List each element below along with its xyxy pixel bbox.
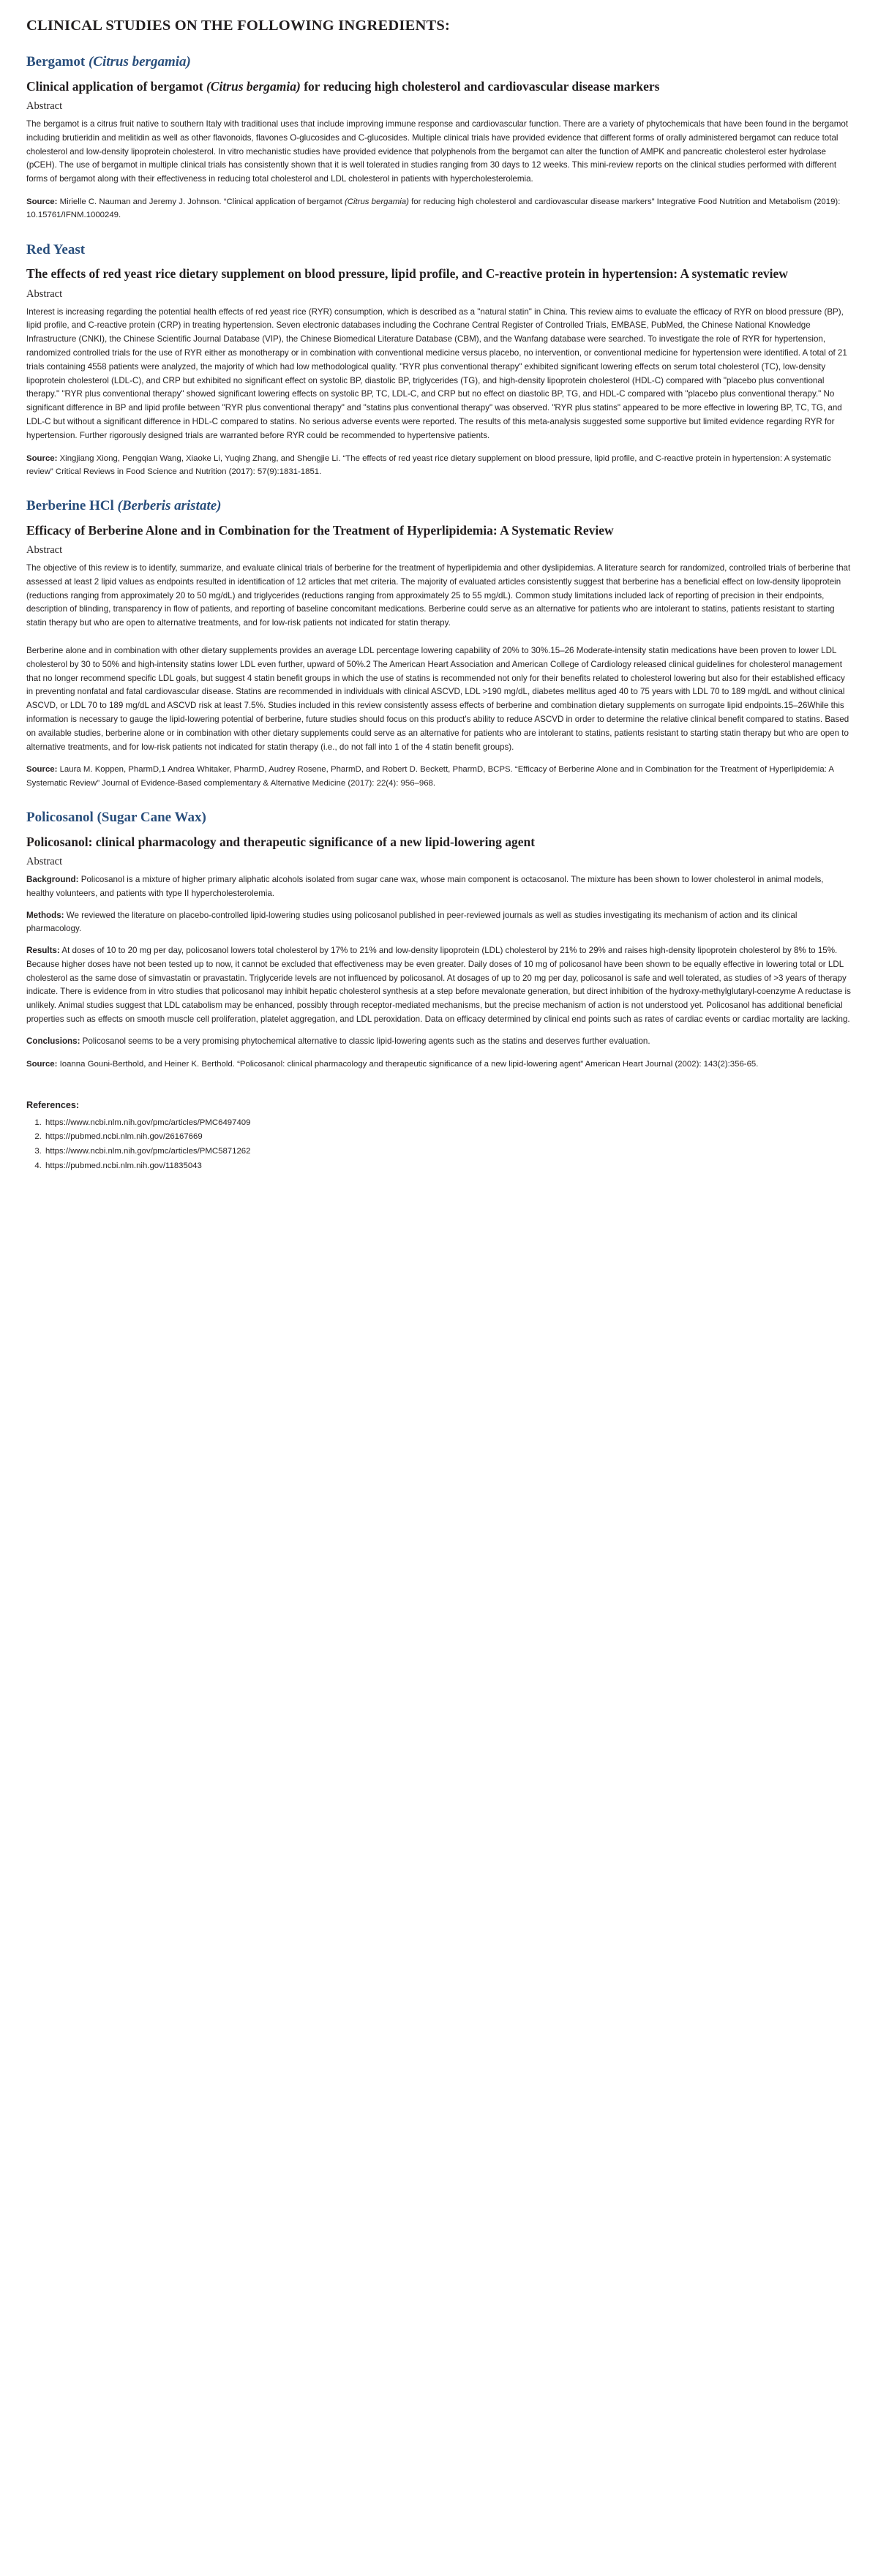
abstract-paragraph: Interest is increasing regarding the potential health effects of red yeast rice (RYR) consumption, which is described as a "natural statin" in China. This review aims to evaluate the efficacy of RYR on blood pressure (BP), lipid profile, and C-reactive protein (CRP) in treating hypertension. Seven electronic databases including the Cochrane Central Register of Controlled Trials, EMBASE, PubMed, the Chinese National Knowledge Infrastructure (CNKI), the Chinese Scientific Journal Database (VIP), the Chinese Biomedical Literature Database (CBM), and the Wanfang database were searched. To investigate the role of RYR for hypertension, randomized controlled trials for the use of RYR either as monotherapy or in combination with conventional medicine versus placebo, no intervention, or conventional medicine for hypertension were identified. A total of 21 trials containing 4558 patients were analyzed, the majority of which had low methodological quality. "RYR plus conventional therapy" exhibited significant lowering effects on serum total cholesterol (TC), low-density lipoprotein cholesterol (LDL-C), and CRP but exhibited no significant effect on systolic BP, diastolic BP, triglycerides (TG), and high-density lipoprotein cholesterol (HDL-C) compared with "placebo plus conventional therapy." "RYR plus conventional therapy" showed significant lowering effects on systolic BP, TC, LDL-C, and CRP but no effect on diastolic BP, TG, and HDL-C compared with "placebo plus conventional therapy." No significant difference in BP and lipid profile between "RYR plus conventional therapy" and "statins plus conventional therapy" was observed. "RYR plus statins" appeared to be more effective in lowering BP, TC, TG, and LDL-C but without a significant difference in HDL-C compared to statins. No serious adverse events were reported. The results of this meta-analysis suggested some supportive but limited evidence regarding RYR for hypertension. Further rigorously designed trials are warranted before RYR could be recommended to hypertensive patients. bbox=[26, 306, 847, 440]
source-pre: Laura M. Koppen, PharmD,1 Andrea Whitaker, PharmD, Audrey Rosene, PharmD, and Robert D. Beckett, PharmD, BCPS. “Efficacy of Berberine Alone and in Combination for the Treatment of Hyperlipidemia: A Systematic Review” Journal of Evidence-Based complementary & Alternative Medicine (2017): 22(4): 956–968. bbox=[26, 765, 834, 788]
reference-link[interactable]: https://www.ncbi.nlm.nih.gov/pmc/articles/PMC6497409 bbox=[45, 1118, 251, 1127]
abstract-paragraph: Berberine alone and in combination with other dietary supplements provides an average LDL percentage lowering capability of 20% to 30%.15–26 Moderate-intensity statin medications have been proven to lower LDL cholesterol by 30 to 50% and high-intensity statins lower LDL even further, upward of 50%.2 The American Heart Association and American College of Cardiology released clinical guidelines for cholesterol management that no longer recommend specific LDL goals, but suggest 4 statin benefit groups in which the use of statins is recommended not only for their benefits related to cholesterol lowering but also for their established efficacy in preventing nonfatal and fatal cardiovascular disease. Statins are recommended in individuals with clinical ASCVD, LDL >190 mg/dL, diabetes mellitus aged 40 to 75 years with LDL 70 to 189 mg/dL and without clinical ASCVD, or LDL 70 to 189 mg/dL and ASCVD risk at least 7.5%. Studies included in this review consistently assess effects of berberine and combination dietary supplements on surrogate lipid endpoints.15–26While this information is necessary to gauge the lipid-lowering potential of berberine, future studies should focus on this product's ability to reduce ASCVD in order to determine the relative clinical benefit compared to statins. Based on available studies, berberine alone or in combination with other dietary supplements could serve as an alternative for patients who are intolerant to statins, patients resistant to starting statin therapy but who are open to alternative treatments, and for low-risk patients not indicated for statin therapy (i.e., do not fall into 1 of the 4 statin benefit groups). bbox=[26, 646, 849, 752]
ingredient-name-text: Red Yeast bbox=[26, 241, 86, 257]
paragraph-text: Policosanol seems to be a very promising phytochemical alternative to classic lipid-lowering agents such as the statins and deserves further evaluation. bbox=[82, 1036, 650, 1046]
paragraph-text: At doses of 10 to 20 mg per day, policosanol lowers total cholesterol by 17% to 21% and low-density lipoprotein (LDL) cholesterol by 21% to 29% and raises high-density lipoprotein cholesterol by 8% to 15%. Because higher doses have not been tested up to now, it cannot be excluded that effectiveness may be even greater. Daily doses of 10 mg of policosanol have been shown to be equally effective in lowering total or LDL cholesterol as the same dose of simvastatin or pravastatin. Triglyceride levels are not influenced by policosanol. At dosages of up to 20 mg per day, policosanol is safe and well tolerated, as studies of >3 years of therapy indicate. There is evidence from in vitro studies that policosanol may inhibit hepatic cholesterol synthesis at a step before mevalonate generation, but direct inhibition of the hydroxy-methylglutaryl-coenzyme A reductase is unlikely. Animal studies suggest that LDL catabolism may be enhanced, possibly through receptor-mediated mechanisms, but the precise mechanism of action is not understood yet. Policosanol has additional beneficial properties such as effects on smooth muscle cell proliferation, platelet aggregation, and LDL peroxidation. Data on efficacy determined by clinical end points such as rates of cardiac events or cardiac mortality are lacking. bbox=[26, 946, 851, 1024]
ingredient-heading-red-yeast bbox=[26, 241, 852, 259]
paragraph-text: We reviewed the literature on placebo-controlled lipid-lowering studies using policosanol published in peer-reviewed journals as well as studies investigating its mechanism of action and its clinical pharmacology. bbox=[26, 910, 798, 934]
list-item[interactable] bbox=[44, 1145, 852, 1159]
paragraph-spacer bbox=[26, 639, 852, 644]
study-title-bergamot bbox=[26, 78, 852, 94]
study-title-post: for reducing high cholesterol and cardiovascular disease markers bbox=[300, 78, 660, 94]
ingredient-name-text: Berberine HCl bbox=[26, 498, 118, 513]
abstract-paragraph-conclusions bbox=[26, 1035, 852, 1049]
abstract-label: Abstract bbox=[26, 100, 63, 113]
source-pre: Xingjiang Xiong, Pengqian Wang, Xiaoke Li, Yuqing Zhang, and Shengjie Li. “The effects of red yeast rice dietary supplement on blood pressure, lipid profile, and C-reactive protein in hypertension: A systematic review” Critical Reviews in Food Science and Nutrition (2017): 57(9):1831-1851. bbox=[26, 453, 831, 476]
list-item[interactable] bbox=[44, 1159, 852, 1174]
abstract-label: Abstract bbox=[26, 855, 63, 867]
source-label: Source: bbox=[26, 1059, 58, 1069]
source-line-policosanol bbox=[26, 1058, 852, 1071]
abstract-paragraph-methods bbox=[26, 909, 852, 937]
study-title-pre: Clinical application of bergamot bbox=[26, 78, 206, 94]
paragraph-label-methods: Methods: bbox=[26, 910, 64, 920]
document-page bbox=[0, 0, 878, 1202]
source-label: Source: bbox=[26, 453, 58, 463]
study-title-red-yeast: The effects of red yeast rice dietary supplement on blood pressure, lipid profile, and C-reactive protein in hypertension: A systematic review bbox=[26, 266, 788, 282]
reference-link[interactable]: https://pubmed.ncbi.nlm.nih.gov/11835043 bbox=[45, 1161, 202, 1170]
ingredient-name-latin: (Citrus bergamia) bbox=[88, 54, 191, 69]
source-line-berberine bbox=[26, 763, 852, 790]
ingredient-name-text: Policosanol (Sugar Cane Wax) bbox=[26, 809, 206, 825]
section-bergamot bbox=[26, 53, 852, 222]
source-line-bergamot bbox=[26, 195, 852, 222]
ingredient-heading-bergamot bbox=[26, 53, 852, 71]
source-line-red-yeast bbox=[26, 452, 852, 479]
source-latin: (Citrus bergamia) bbox=[344, 197, 409, 207]
abstract-label: Abstract bbox=[26, 544, 63, 557]
paragraph-label-conclusions: Conclusions: bbox=[26, 1036, 80, 1046]
source-post: for reducing high cholesterol and cardiovascular disease markers” Integrative Food Nutrition and Metabolism (2019): 10.15761/IFNM.1000249. bbox=[26, 197, 841, 220]
ingredient-name-latin: (Berberis aristate) bbox=[117, 498, 222, 513]
references-list bbox=[26, 1116, 852, 1173]
source-label: Source: bbox=[26, 765, 58, 775]
ingredient-name-text: Bergamot bbox=[26, 54, 89, 69]
abstract-label: Abstract bbox=[26, 287, 63, 300]
section-berberine bbox=[26, 497, 852, 790]
reference-link[interactable]: https://www.ncbi.nlm.nih.gov/pmc/articles/PMC5871262 bbox=[45, 1147, 251, 1156]
reference-link[interactable]: https://pubmed.ncbi.nlm.nih.gov/26167669 bbox=[45, 1132, 203, 1142]
source-label: Source: bbox=[26, 197, 58, 207]
section-red-yeast bbox=[26, 241, 852, 478]
paragraph-label-results: Results: bbox=[26, 946, 60, 956]
list-item[interactable] bbox=[44, 1116, 852, 1131]
abstract-paragraph-background bbox=[26, 873, 852, 901]
paragraph-text: Policosanol is a mixture of higher primary aliphatic alcohols isolated from sugar cane wax, whose main component is octacosanol. The mixture has been shown to lower cholesterol in animal models, healthy volunteers, and patients with type II hypercholesterolemia. bbox=[26, 874, 824, 898]
ingredient-heading-berberine bbox=[26, 497, 852, 515]
page-title: CLINICAL STUDIES ON THE FOLLOWING INGREDIENTS: bbox=[26, 18, 450, 34]
study-title-latin: (Citrus bergamia) bbox=[206, 78, 301, 94]
abstract-paragraph-results bbox=[26, 944, 852, 1027]
abstract-paragraph: The bergamot is a citrus fruit native to southern Italy with traditional uses that include improving immune response and cardiovascular function. There are a variety of phytochemicals that have been found in the bergamot including brutieridin and melitidin as well as other flavonoids, flavones O-glucosides and C-glucosides. Multiple clinical trials have provided evidence that different forms of orally administered bergamot can reduce total cholesterol and low-density lipoprotein cholesterol. In vitro mechanistic studies have provided evidence that polyphenols from the bergamot can alter the function of AMPK and pancreatic cholesterol ester hydrolase (pCEH). The use of bergamot in multiple clinical trials has consistently shown that it is well tolerated in studies ranging from 30 days to 12 weeks. This mini-review reports on the clinical studies performed with different forms of bergamot along with their effectiveness in reducing total cholesterol and LDL cholesterol in patients with hypercholesterolemia. bbox=[26, 119, 849, 184]
study-title-berberine: Efficacy of Berberine Alone and in Combination for the Treatment of Hyperlipidemia: A Systematic Review bbox=[26, 522, 614, 538]
source-pre: Mirielle C. Nauman and Jeremy J. Johnson. “Clinical application of bergamot bbox=[57, 197, 345, 207]
abstract-paragraph: The objective of this review is to identify, summarize, and evaluate clinical trials of berberine for the treatment of hyperlipidemia and other dyslipidemias. A literature search for randomized, controlled trials of berberine that assessed at least 2 lipid values as endpoints resulted in identification of 12 articles that met criteria. The majority of evaluated articles consistently suggest that berberine has a beneficial effect on low-density lipoprotein (reductions ranging from approximately 20 to 50 mg/dL) and triglycerides (reductions ranging from approximately 25 to 55 mg/dL). Common study limitations included lack of reporting of precision in their endpoints, description of blinding, transparency in flow of patients, and reporting of baseline concomitant medications. Berberine could serve as an alternative for patients who are intolerant to statins, patients resistant to starting statin therapy but who are open to alternative treatments, and for low-risk patients not indicated for statin therapy. bbox=[26, 563, 851, 628]
section-policosanol bbox=[26, 809, 852, 1071]
references-heading: References: bbox=[26, 1099, 80, 1110]
ingredient-heading-policosanol bbox=[26, 809, 852, 826]
paragraph-label-background: Background: bbox=[26, 874, 79, 884]
list-item[interactable] bbox=[44, 1130, 852, 1145]
source-pre: Ioanna Gouni-Berthold, and Heiner K. Berthold. “Policosanol: clinical pharmacology and therapeutic significance of a new lipid-lowering agent” American Heart Journal (2002): 143(2):356-65. bbox=[57, 1059, 759, 1069]
study-title-policosanol: Policosanol: clinical pharmacology and therapeutic significance of a new lipid-lowering agent bbox=[26, 834, 536, 849]
